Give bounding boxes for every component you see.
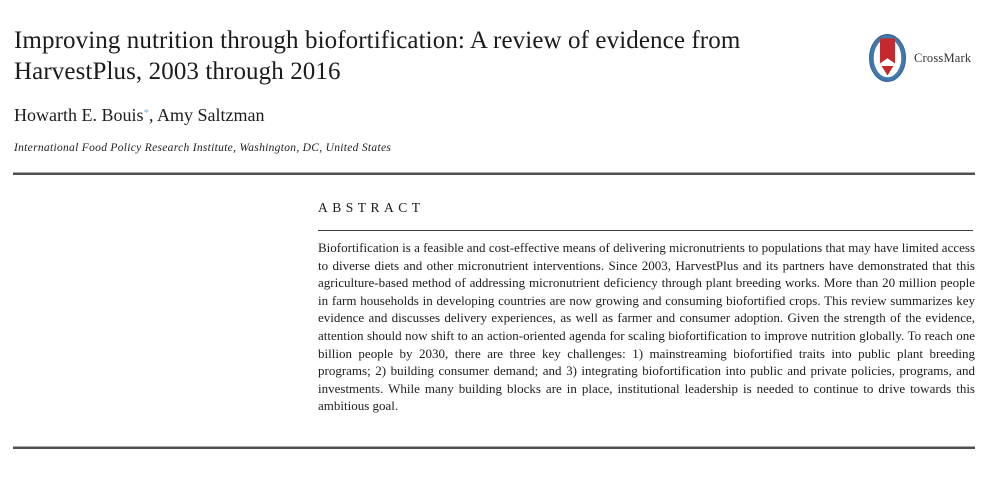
author-name-2: , Amy Saltzman xyxy=(149,105,265,125)
article-title-line-2: HarvestPlus, 2003 through 2016 xyxy=(14,58,341,85)
abstract-section xyxy=(318,200,975,415)
divider-bottom xyxy=(13,446,975,449)
crossmark-label: CrossMark xyxy=(914,50,972,65)
corresponding-author-asterisk[interactable]: * xyxy=(143,106,149,119)
abstract-rule xyxy=(318,230,973,231)
affiliation: International Food Policy Research Institute, Washington, DC, United States xyxy=(14,142,392,154)
article-title xyxy=(14,25,864,87)
crossmark-badge[interactable] xyxy=(869,34,971,82)
abstract-heading: ABSTRACT xyxy=(318,200,425,215)
crossmark-icon xyxy=(869,34,906,82)
divider-top xyxy=(13,172,975,175)
authors-line xyxy=(14,103,265,130)
abstract-text: Biofortification is a feasible and cost-effective means of delivering micronutrients to populations that may have limited access to diverse diets and other micronutrient interventions. Since 2003, HarvestPlus and its partners have demonstrated that this agriculture-based method of addressing micronutrient deficiency through plant breeding works. More than 20 million people in farm households in developing countries are now growing and consuming biofortified crops. This review summarizes key evidence and discusses delivery experiences, as well as farmer and consumer adoption. Given the strength of the evidence, attention should now shift to an action-oriented agenda for scaling biofortification to improve nutrition globally. To reach one billion people by 2030, there are three key challenges: 1) mainstreaming biofortified traits into public plant breeding programs; 2) building consumer demand; and 3) integrating biofortification into public and private policies, programs, and investments. While many building blocks are in place, institutional leadership is needed to continue to drive towards this ambitious goal. xyxy=(318,240,975,414)
article-title-line-1: Improving nutrition through biofortification: A review of evidence from xyxy=(14,27,741,54)
author-name-1: Howarth E. Bouis xyxy=(14,105,144,125)
